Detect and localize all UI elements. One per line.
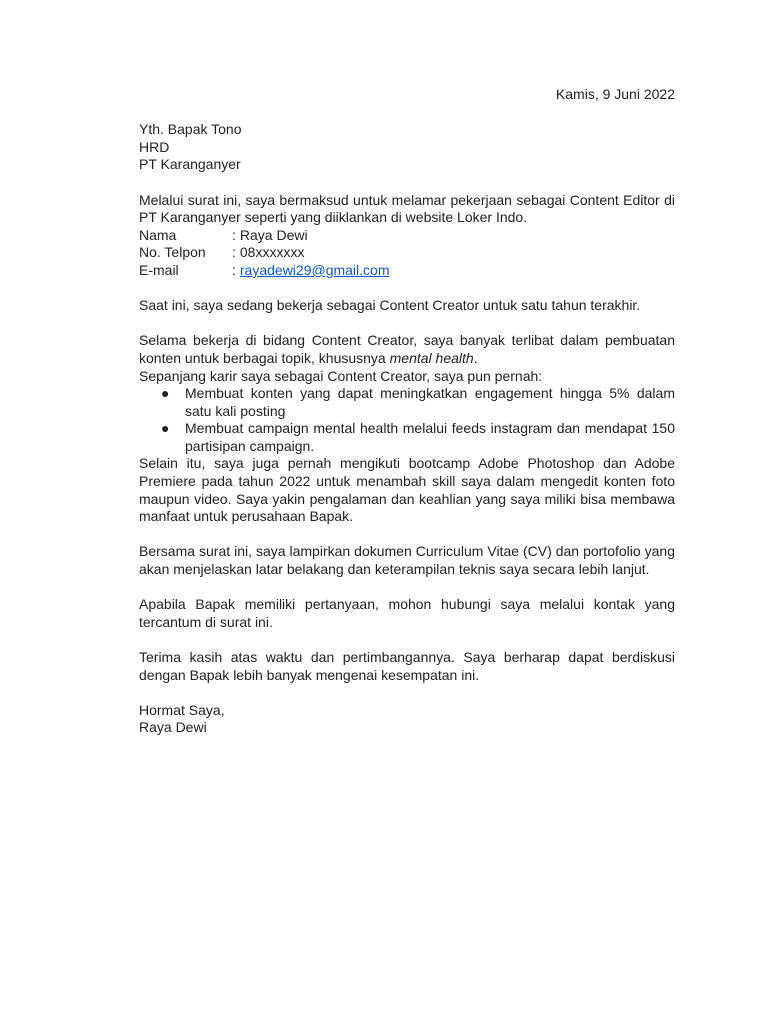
list-item-text: Membuat konten yang dapat meningkatkan engagement hingga 5% dalam satu kali posting bbox=[185, 385, 675, 419]
bullet-icon: ● bbox=[161, 385, 170, 402]
attachment-paragraph: Bersama surat ini, saya lampirkan dokumen Curriculum Vitae (CV) dan portofolio yang akan menjelaskan latar belakang dan keterampilan teknis saya secara lebih lanjut. bbox=[139, 543, 675, 578]
experience-text: Selama bekerja di bidang Content Creator, saya banyak terlibat dalam pembuatan konten untuk berbagai topik, khususnya bbox=[139, 332, 675, 366]
current-job-paragraph: Saat ini, saya sedang bekerja sebagai Content Creator untuk satu tahun terakhir. bbox=[139, 297, 641, 314]
signature-name: Raya Dewi bbox=[139, 719, 207, 736]
applicant-info bbox=[139, 227, 675, 280]
contact-paragraph: Apabila Bapak memiliki pertanyaan, mohon hubungi saya melalui kontak yang tercantum di surat ini. bbox=[139, 596, 675, 630]
name-value: Raya Dewi bbox=[239, 226, 308, 243]
info-row-email bbox=[139, 262, 675, 280]
recipient-name: Yth. Bapak Tono bbox=[139, 121, 242, 138]
info-row-phone bbox=[139, 244, 675, 262]
info-row-name bbox=[139, 227, 675, 245]
recipient-department: HRD bbox=[139, 138, 170, 155]
email-colon: : bbox=[232, 261, 236, 278]
experience-paragraph bbox=[139, 332, 675, 367]
phone-colon: : bbox=[232, 244, 236, 261]
bootcamp-paragraph: Selain itu, saya juga pernah mengikuti bootcamp Adobe Photoshop dan Adobe Premiere pada tahun 2022 untuk menambah skill saya dalam mengedit konten foto maupun video. Saya yakin pengalaman dan keahlian yang saya miliki bisa membawa manfaat untuk perusahaan Bapak. bbox=[139, 455, 675, 525]
phone-value: 08xxxxxxx bbox=[239, 244, 305, 261]
closing-salutation: Hormat Saya, bbox=[139, 701, 225, 718]
thanks-paragraph: Terima kasih atas waktu dan pertimbangannya. Saya berharap dapat berdiskusi dengan Bapak lebih banyak mengenai kesempatan ini. bbox=[139, 649, 675, 683]
closing-block bbox=[139, 702, 675, 737]
intro-paragraph: Melalui surat ini, saya bermaksud untuk melamar pekerjaan sebagai Content Editor di PT Karanganyer seperti yang diiklankan di website Loker Indo. bbox=[139, 191, 675, 226]
cover-letter bbox=[139, 86, 675, 737]
email-link[interactable]: rayadewi29@gmail.com bbox=[239, 261, 390, 278]
experience-italic: mental health bbox=[389, 349, 474, 366]
letter-date: Kamis, 9 Juni 2022 bbox=[555, 86, 675, 102]
experience-end: . bbox=[473, 349, 478, 366]
name-label: Nama bbox=[139, 226, 177, 243]
recipient-company: PT Karanganyer bbox=[139, 156, 241, 173]
email-label: E-mail bbox=[139, 261, 179, 278]
recipient-block bbox=[139, 121, 675, 174]
list-item bbox=[139, 385, 675, 420]
name-colon: : bbox=[232, 226, 236, 243]
list-item-text: Membuat campaign mental health melalui feeds instagram dan mendapat 150 partisipan campaign. bbox=[185, 420, 675, 454]
career-intro: Sepanjang karir saya sebagai Content Creator, saya pun pernah: bbox=[139, 367, 543, 384]
list-item bbox=[139, 420, 675, 455]
phone-label: No. Telpon bbox=[139, 244, 206, 261]
achievement-list bbox=[139, 385, 675, 455]
bullet-icon: ● bbox=[161, 420, 170, 437]
